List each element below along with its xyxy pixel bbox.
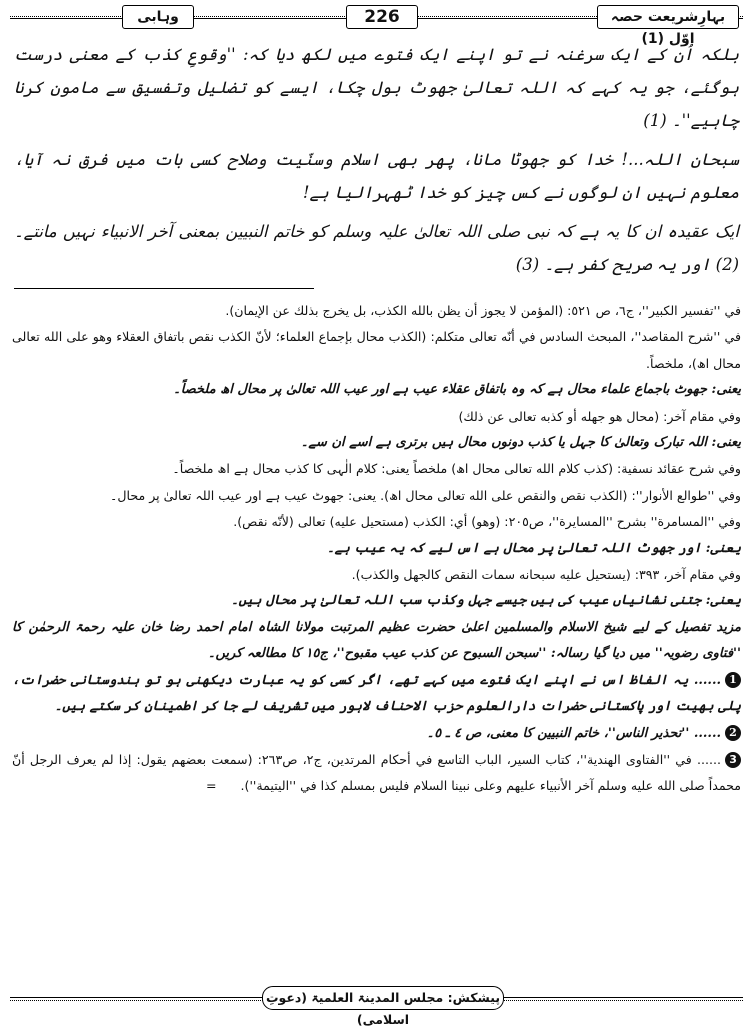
reference-dots: ...... [693,672,721,688]
reference-text: في ''الفتاوى الهندية''، كتاب السير، الباب التاسع في أحكام المرتدين، ج٢، ص٢٦٣: (سمعت بعضهم يقول: إذا لم يعرف الرجل أنّ محمداً صلى الله عليه وسلم آخر الأنبياء عليهم وعلى نبينا السلام فليس بمسلم كذا في ''اليتيمة''). [12,751,741,794]
reference-marker: 3 [725,752,741,768]
reference-text: ''تحذیر الناس''، خاتم النبیین کا معنی، ص ٤ ـ ٥۔ [426,725,690,741]
footnote-line: یعنی: اور جھوٹ اللہ تعالیٰ پر محال ہے اس لیے کہ یہ عیب ہے۔ [326,540,741,556]
page-header [10,3,743,47]
footnote-line: مزید تفصیل کے لیے شیخ الاسلام والمسلمین اعلیٰ حضرت عظیم المرتبت مولانا الشاہ امام احمد رضا خان علیہ رحمۃ الرحمٰن کا ''فتاوی رضویہ'' میں دیا گیا رسالہ: ''سبحن السبوح عن كذب عيب مقبوح''، ج١٥ کا مطالعہ کریں۔ [12,619,741,662]
footnote-line: وفي شرح عقائد نسفية: (كذب كلام الله تعالى محال اھ) ملخصاً یعنی: کلام الٰہی کا کذب محال ہے اھ ملخصاً۔ [172,461,741,477]
reference-marker: 1 [725,672,741,688]
paragraph: بلکہ اُن کے ایک سرغنہ نے تو اپنے ایک فتوے میں لکھ دیا کہ: ''وقوعِ کذب کے معنی درست ہوگئے، جو یہ کہے کہ اللہ تعالیٰ جھوٹ بول چکا، ایسے کو تضلیل وتفسیق سے مامون کرنا چاہیے''۔ (1) [14,45,739,130]
footnote-separator [14,288,314,289]
footnote-line: یعنی: اللہ تبارک وتعالیٰ کا جہل یا کذب دونوں محال ہیں برتری ہے اسے ان سے۔ [300,435,741,451]
footnote-line: یعنی: جھوٹ باجماع علماء محال ہے کہ وہ باتفاق عقلاء عیب ہے اور عیب اللہ تعالیٰ پر محال اھ ملخصاً۔ [173,382,741,398]
page-number: 226 [346,5,418,29]
reference-2 [12,721,741,747]
reference-text: یہ الفاظ اس نے اپنے ایک فتوے میں کہے تھے، اگر کسی کو یہ عبارت دیکھنی ہو تو ہندوستانی حضرات، پلی بھیت اور پاکستانی حضرات دارالعلوم حزب الاحناف لاہور میں تشریف لے جا کر اطمینان کر سکتے ہیں۔ [12,672,741,715]
continuation-mark: = [205,778,217,794]
footnote-line: وفي مقام آخر، ٣٩٣: (يستحيل عليه سبحانه سمات النقص كالجهل والكذب). [351,567,741,583]
footnote-line: وفي ''المسامرة'' بشرح ''المسايرة''، ص٢٠٥: (وهو) أي: الكذب (مستحيل عليه) تعالى (لأنّه نقص). [233,514,741,530]
reference-3 [12,747,741,800]
section-title: وہابی [122,5,194,29]
reference-marker: 2 [725,725,741,741]
paragraph: سبحان اللہ...! خدا کو جھوٹا مانا، پھر بھی اسلام وسنّیت وصلاح کسی بات میں فرق نہ آیا، معلوم نہیں ان لوگوں نے کس چیز کو خدا ٹھہرالیا ہے! [14,150,739,202]
reference-1 [12,668,741,721]
footnote-line: وفي مقام آخر: (محال هو جهله أو كذبه تعالى عن ذلك) [458,408,741,424]
book-title: بہارِشریعت حصہ اوّل (1) [597,5,739,29]
main-text [14,38,739,287]
footnote-line: وفي ''طوالع الأنوار'': (الكذب نقص والنقص على الله تعالى محال اھ). یعنی: جھوٹ عیب ہے اور عیب اللہ تعالیٰ پر محال۔ [109,487,741,503]
reference-dots: ...... [693,725,721,741]
footnote-line: في ''تفسير الكبير''، ج٦، ص ٥٢١: (المؤمن لا يجوز أن يظن بالله الكذب، بل يخرج بذلك عن الإيمان). [225,303,741,318]
page-footer [10,986,743,1027]
footnote-line: في ''شرح المقاصد''، المبحث السادس في أنّه تعالى متكلم: (الكذب محال بإجماع العلماء؛ لأنّ الكذب نقص باتفاق العقلاء وهو على الله تعالى محال اھ)، ملخصاً. [12,329,741,371]
publisher-label: پیشکش: مجلس المدینۃ العلمیۃ (دعوتِ اسلامی) [262,986,504,1010]
reference-dots: ...... [696,751,722,767]
paragraph: ایک عقیدہ ان کا یہ ہے کہ نبی صلی اللہ تعالیٰ علیہ وسلم کو خاتم النبیین بمعنی آخر الانبیاء نہیں مانتے۔ (2) اور یہ صریح کفر ہے۔ (3) [14,222,739,274]
footnote-line: یعنی: جتنی نشانیاں عیب کی ہیں جیسے جہل وکذب سب اللہ تعالیٰ پر محال ہیں۔ [231,593,741,609]
footnotes [12,298,741,800]
